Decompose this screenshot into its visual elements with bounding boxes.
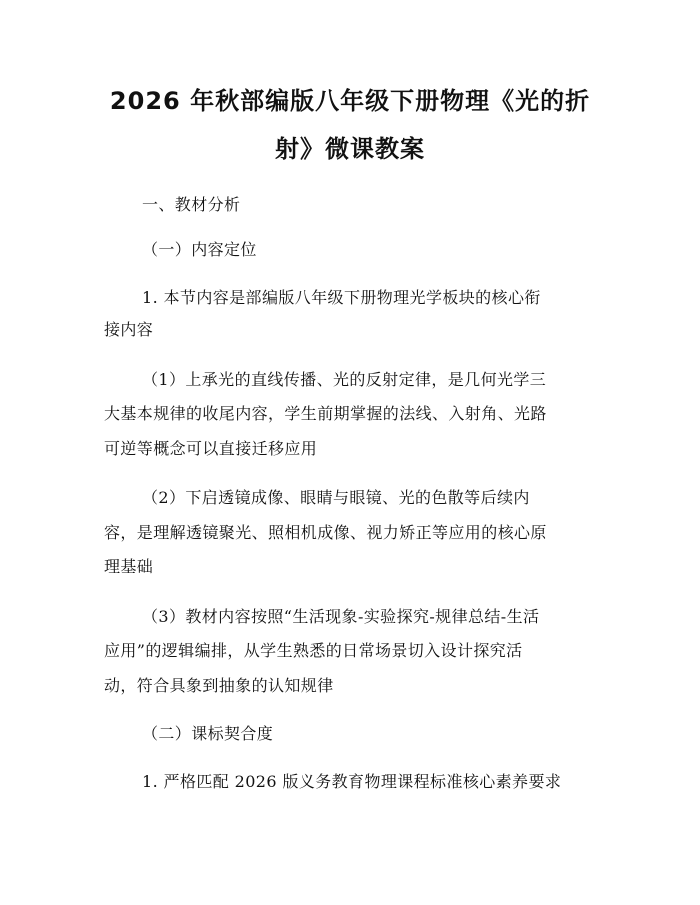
numbered-item-1-line-2: 接内容 — [104, 320, 154, 339]
section-heading-textbook-analysis: 一、教材分析 — [142, 195, 241, 214]
numbered-item-1-line-1: 1. 本节内容是部编版八年级下册物理光学板块的核心衔 — [142, 288, 541, 307]
subsection-heading-curriculum-fit: （二）课标契合度 — [142, 724, 274, 743]
paragraph-1-line-2: 大基本规律的收尾内容，学生前期掌握的法线、入射角、光路 — [104, 404, 547, 423]
document-title-line-1: 2026 年秋部编版八年级下册物理《光的折 — [109, 87, 591, 115]
paragraph-1-line-1: （1）上承光的直线传播、光的反射定律，是几何光学三 — [142, 370, 547, 389]
numbered-item-2-line-1: 1. 严格匹配 2026 版义务教育物理课程标准核心素养要求 — [142, 772, 562, 791]
paragraph-3-line-3: 动，符合具象到抽象的认知规律 — [104, 676, 334, 695]
paragraph-1-line-3: 可逆等概念可以直接迁移应用 — [104, 439, 318, 458]
subsection-heading-content-positioning: （一）内容定位 — [142, 240, 257, 259]
paragraph-3-line-2: 应用”的逻辑编排，从学生熟悉的日常场景切入设计探究活 — [104, 641, 523, 660]
paragraph-2-line-1: （2）下启透镜成像、眼睛与眼镜、光的色散等后续内 — [142, 488, 530, 507]
paragraph-2-line-3: 理基础 — [104, 557, 154, 576]
paragraph-3-line-1: （3）教材内容按照“生活现象-实验探究-规律总结-生活 — [142, 607, 540, 626]
paragraph-2-line-2: 容，是理解透镜聚光、照相机成像、视力矫正等应用的核心原 — [104, 523, 547, 542]
document-title-line-2: 射》微课教案 — [275, 135, 425, 163]
